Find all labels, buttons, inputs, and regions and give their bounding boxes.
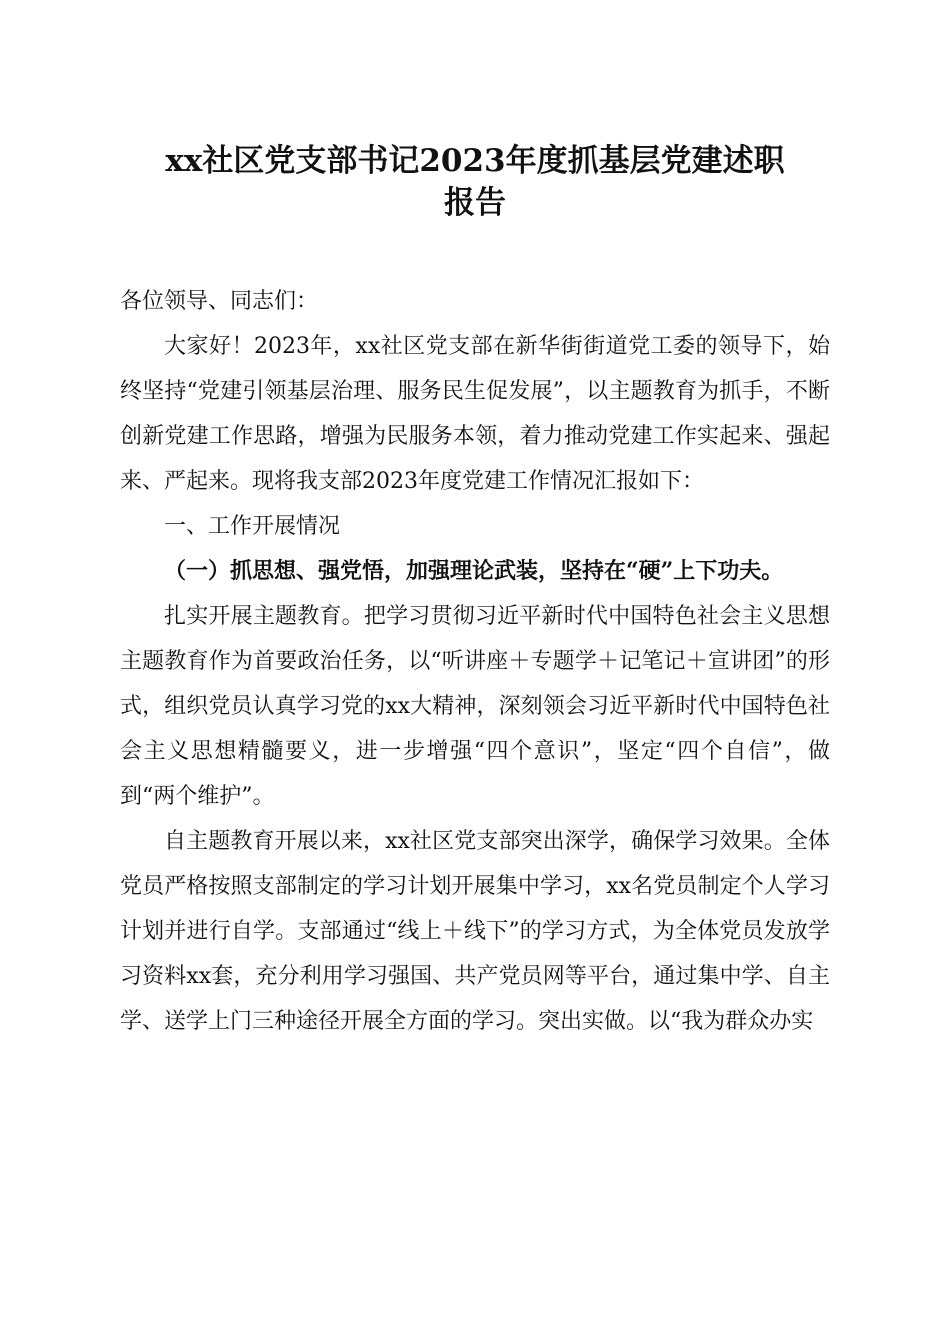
document-page	[120, 140, 830, 1044]
title-line-2: 报告	[444, 185, 506, 221]
salutation: 各位领导、同志们：	[120, 289, 319, 314]
title-line-1: xx社区党支部书记2023年度抓基层党建述职	[165, 143, 785, 179]
subsection-heading-1: （一）抓思想、强党悟，加强理论武装，坚持在“硬”上下功夫。	[164, 558, 784, 584]
document-title	[120, 140, 830, 224]
body-paragraph-1: 扎实开展主题教育。把学习贯彻习近平新时代中国特色社会主义思想主题教育作为首要政治任务，以“听讲座＋专题学＋记笔记＋宣讲团”的形式，组织党员认真学习党的xx大精神，深刻领会习近平新时代中国特色社会主义思想精髓要义，进一步增强“四个意识”，坚定“四个自信”，做到“两个维护”。	[120, 604, 830, 809]
intro-paragraph: 大家好！2023年，xx社区党支部在新华街街道党工委的领导下，始终坚持“党建引领基层治理、服务民生促发展”，以主题教育为抓手，不断创新党建工作思路，增强为民服务本领，着力推动党建工作实起来、强起来、严起来。现将我支部2023年度党建工作情况汇报如下：	[120, 334, 830, 494]
body-paragraph-2: 自主题教育开展以来，xx社区党支部突出深学，确保学习效果。全体党员严格按照支部制定的学习计划开展集中学习，xx名党员制定个人学习计划并进行自学。支部通过“线上＋线下”的学习方式，为全体党员发放学习资料xx套，充分利用学习强国、共产党员网等平台，通过集中学、自主学、送学上门三种途径开展全方面的学习。突出实做。以“我为群众办实	[120, 829, 830, 1034]
section-heading-1: 一、工作开展情况	[164, 514, 341, 539]
